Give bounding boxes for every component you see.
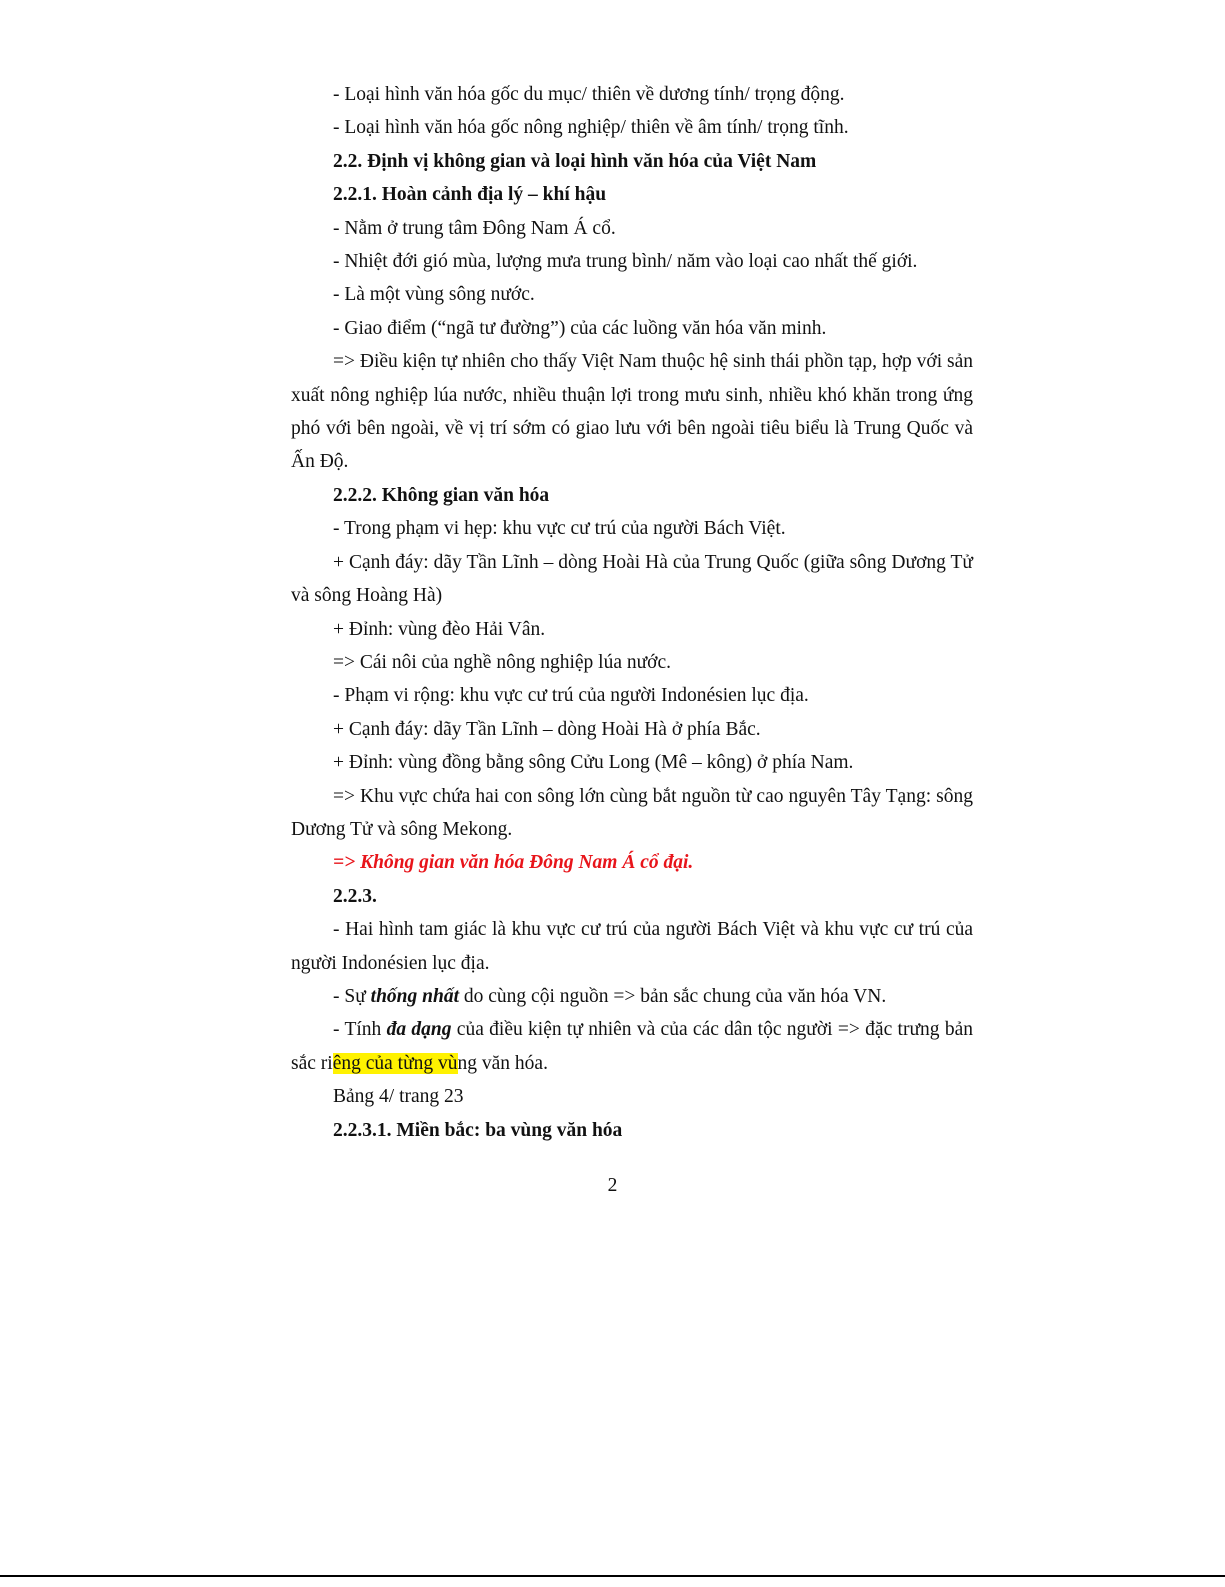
text-run: - Tính (333, 1019, 387, 1041)
list-item: + Đỉnh: vùng đèo Hải Vân. (333, 618, 546, 640)
subsection-heading: 2.2.3. (333, 885, 377, 907)
list-item: - Nhiệt đới gió mùa, lượng mưa trung bình/ năm vào loại cao nhất thế giới. (333, 251, 918, 273)
subsection-heading: 2.2.1. Hoàn cảnh địa lý – khí hậu (333, 184, 607, 206)
subsection-heading: 2.2.3.1. Miền bắc: ba vùng văn hóa (333, 1119, 623, 1141)
paragraph: => Điều kiện tự nhiên cho thấy Việt Nam thuộc hệ sinh thái phồn tạp, hợp với sản xuất nông nghiệp lúa nước, nhiều thuận lợi trong mưu sinh, nhiều khó khăn trong ứng phó với bên ngoài, về vị trí sớm có giao lưu với bên ngoài tiêu biểu là Trung Quốc và Ấn Độ. (291, 351, 973, 473)
list-item: - Loại hình văn hóa gốc du mục/ thiên về dương tính/ trọng động. (333, 84, 845, 105)
page-number: 2 (607, 1175, 618, 1196)
list-item: - Nằm ở trung tâm Đông Nam Á cổ. (333, 217, 616, 239)
highlighted-text: êng của từng vù (332, 1052, 458, 1074)
section-heading: 2.2. Định vị không gian và loại hình văn hóa của Việt Nam (333, 150, 817, 172)
list-item: => Cái nôi của nghề nông nghiệp lúa nước. (333, 651, 672, 673)
list-item: + Cạnh đáy: dãy Tần Lĩnh – dòng Hoài Hà ở phía Bắc. (333, 718, 761, 740)
paragraph: + Cạnh đáy: dãy Tần Lĩnh – dòng Hoài Hà của Trung Quốc (giữa sông Dương Tử và sông Hoàng Hà) (291, 551, 973, 607)
subsection-heading: 2.2.2. Không gian văn hóa (333, 484, 550, 506)
table-reference: Bảng 4/ trang 23 (333, 1086, 464, 1108)
paragraph (291, 1013, 973, 1080)
list-item: - Phạm vi rộng: khu vực cư trú của người Indonésien lục địa. (333, 685, 809, 707)
emphasis-text: đa dạng (386, 1019, 452, 1041)
list-item: - Là một vùng sông nước. (333, 284, 535, 306)
list-item (291, 980, 973, 1013)
paragraph: - Hai hình tam giác là khu vực cư trú của người Bách Việt và khu vực cư trú của người Indonésien lục địa. (291, 919, 973, 974)
page-bottom-border (0, 1575, 1225, 1587)
list-item: - Giao điểm (“ngã tư đường”) của các luồng văn hóa văn minh. (333, 317, 827, 339)
list-item: - Trong phạm vi hẹp: khu vực cư trú của người Bách Việt. (333, 518, 786, 540)
conclusion-red: => Không gian văn hóa Đông Nam Á cổ đại. (333, 852, 694, 874)
list-item: + Đỉnh: vùng đồng bằng sông Cửu Long (Mê – kông) ở phía Nam. (333, 752, 854, 774)
text-run: của điều kiện tự nhiên và của các dân tộc người => đặc trưng bản sắc ri (291, 1019, 973, 1074)
paragraph: => Khu vực chứa hai con sông lớn cùng bắt nguồn từ cao nguyên Tây Tạng: sông Dương Tử và sông Mekong. (291, 785, 973, 840)
text-run: do cùng cội nguồn => bản sắc chung của văn hóa VN. (459, 985, 887, 1007)
text-run: ng văn hóa. (457, 1052, 548, 1074)
list-item: - Loại hình văn hóa gốc nông nghiệp/ thiên về âm tính/ trọng tĩnh. (333, 117, 849, 139)
emphasis-text: thống nhất (370, 985, 460, 1007)
page-body (291, 78, 973, 1147)
text-run: - Sự (333, 985, 371, 1007)
